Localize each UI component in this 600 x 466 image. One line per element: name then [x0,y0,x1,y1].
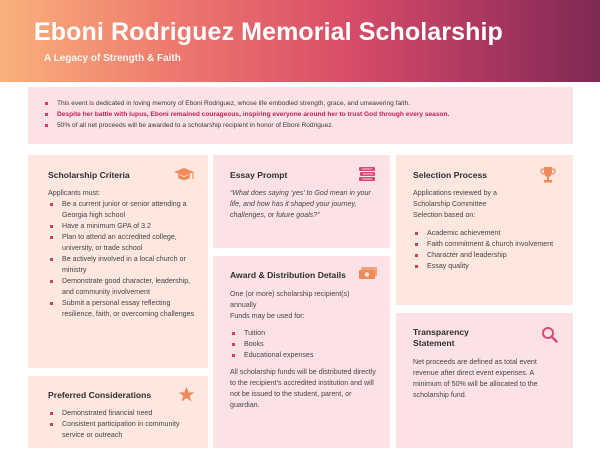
essay-prompt-card [213,155,390,248]
star-icon [178,386,195,403]
essay-prompt-text: “What does saying ‘yes’ to God mean in your life, and how has it shaped your journey, challenges, or future goals?” [230,189,371,219]
list-item: Demonstrated financial need [48,408,196,419]
scholarship-criteria-card [28,155,208,368]
selection-criteria-list [413,228,563,272]
essay-title: Essay Prompt [230,170,288,180]
list-item: Consistent participation in community service or outreach [48,419,196,441]
list-item: Essay quality [413,261,563,272]
award-title: Award & Distribution Details [230,270,346,280]
list-item: Tuition [230,328,380,339]
dedication-card [28,87,573,144]
preferred-title: Preferred Considerations [48,390,152,400]
magnifier-icon [541,326,558,343]
list-item: Educational expenses [230,350,380,361]
transparency-title: Transparency Statement [413,327,469,348]
preferred-list [48,408,196,441]
list-item: Faith commitment & church involvement [413,239,563,250]
list-item: Be a current junior or senior attending a Georgia high school [48,199,196,221]
header-banner [0,0,600,82]
list-item: Books [230,339,380,350]
list-item: Have a minimum GPA of 3.2 [48,221,196,232]
list-item: Plan to attend an accredited college, university, or trade school [48,232,196,254]
award-recipients: One (or more) scholarship recipient(s) annually [230,290,350,309]
transparency-text: Net proceeds are defined as total event revenue after direct event expenses. A minimum of 50% will be allocated to the scholarship fund. [413,358,538,399]
selection-lead: Applications reviewed by a Scholarship Committee [413,189,497,208]
selection-basis: Selection based on: [413,211,476,219]
money-icon [358,266,378,281]
trophy-icon [539,166,557,184]
dedication-line: This event is dedicated in loving memory of Eboni Rodriguez, whose life embodied strength, grace, and unwavering faith. [40,98,561,109]
award-uses-list [230,328,380,361]
transparency-card [396,313,573,448]
preferred-considerations-card [28,376,208,448]
criteria-title: Scholarship Criteria [48,170,130,180]
list-item: Academic achievement [413,228,563,239]
criteria-list [48,199,196,320]
list-item: Character and leadership [413,250,563,261]
criteria-lead: Applicants must: [48,189,101,197]
award-distribution-card [213,256,390,448]
page-subtitle: A Legacy of Strength & Faith [44,53,181,64]
selection-title: Selection Process [413,170,488,180]
list-item: Submit a personal essay reflecting resilience, faith, or overcoming challenges [48,298,196,320]
page-title: Eboni Rodriguez Memorial Scholarship [34,18,503,46]
books-icon [358,165,376,183]
list-item: Be actively involved in a local church or ministry [48,254,196,276]
proceeds-line: 50% of all net proceeds will be awarded to a scholarship recipient in honor of Eboni Rodriguez. [40,120,561,131]
list-item: Demonstrate good character, leadership, and community involvement [48,276,196,298]
graduation-cap-icon [173,167,195,183]
award-funds-lead: Funds may be used for: [230,312,305,320]
award-note: All scholarship funds will be distributed directly to the recipient’s accredited institution and will not be issued to the student, parent, or guardian. [230,368,376,409]
selection-process-card [396,155,573,305]
dedication-highlight-line: Despite her battle with lupus, Eboni remained courageous, inspiring everyone around her to trust God through every season. [40,109,561,120]
